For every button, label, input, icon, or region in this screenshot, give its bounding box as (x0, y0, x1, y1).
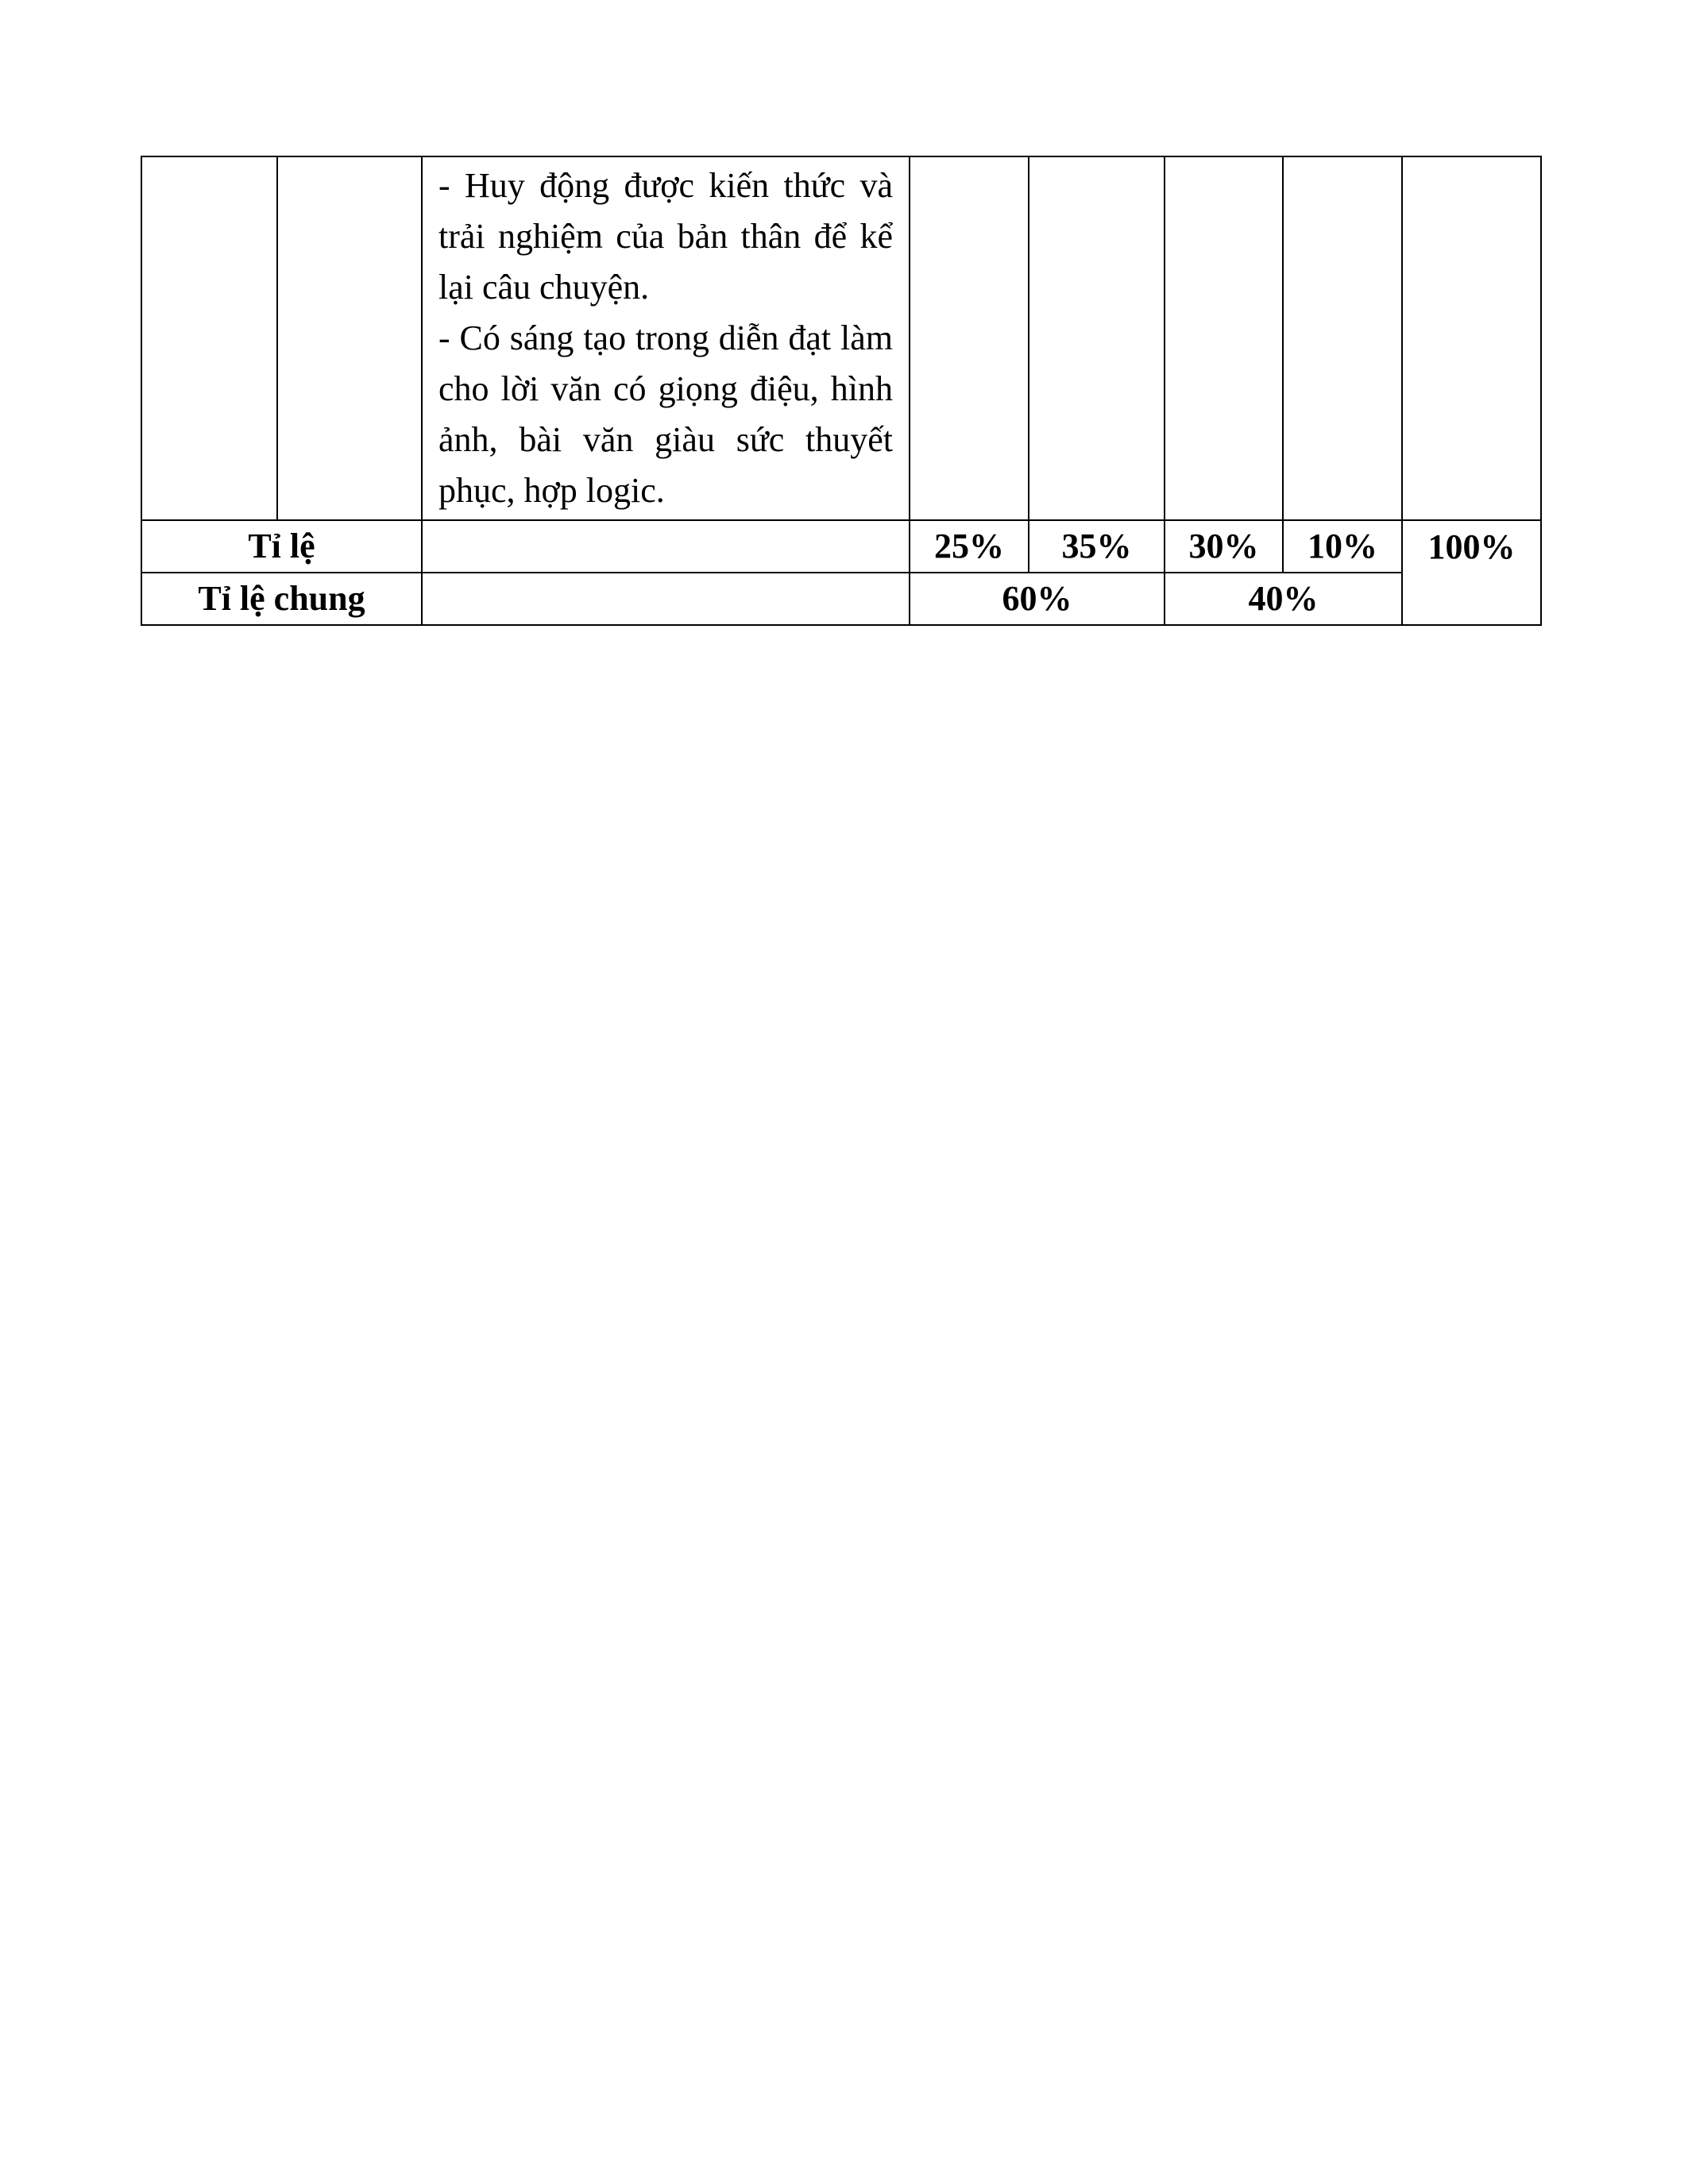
requirement-item: - Huy động được kiến thức và trải nghiệm của bản thân để kể lại câu chuyện. (438, 166, 893, 307)
requirement-description-cell (422, 156, 910, 520)
common-ratio-value: 60% (910, 573, 1165, 625)
empty-cell (1165, 156, 1283, 520)
empty-cell (1283, 156, 1402, 520)
ratio-row (141, 520, 1541, 573)
common-ratio-value: 40% (1165, 573, 1402, 625)
ratio-total-value: 100% (1427, 527, 1516, 566)
content-row (141, 156, 1541, 520)
common-ratio-row (141, 573, 1541, 625)
empty-cell (141, 156, 277, 520)
empty-cell (1029, 156, 1165, 520)
ratio-value: 35% (1029, 520, 1165, 573)
assessment-matrix-table (141, 156, 1542, 626)
requirement-item: - Có sáng tạo trong diễn đạt làm cho lời văn có giọng điệu, hình ảnh, bài văn giàu sức thuyết phục, hợp logic. (438, 318, 893, 510)
empty-cell (277, 156, 422, 520)
empty-cell (422, 520, 910, 573)
common-ratio-label: Tỉ lệ chung (141, 573, 422, 625)
ratio-total (1402, 520, 1541, 625)
ratio-label: Tỉ lệ (141, 520, 422, 573)
empty-cell (910, 156, 1029, 520)
ratio-value: 25% (910, 520, 1029, 573)
empty-cell (1402, 156, 1541, 520)
empty-cell (422, 573, 910, 625)
ratio-value: 30% (1165, 520, 1283, 573)
ratio-value: 10% (1283, 520, 1402, 573)
